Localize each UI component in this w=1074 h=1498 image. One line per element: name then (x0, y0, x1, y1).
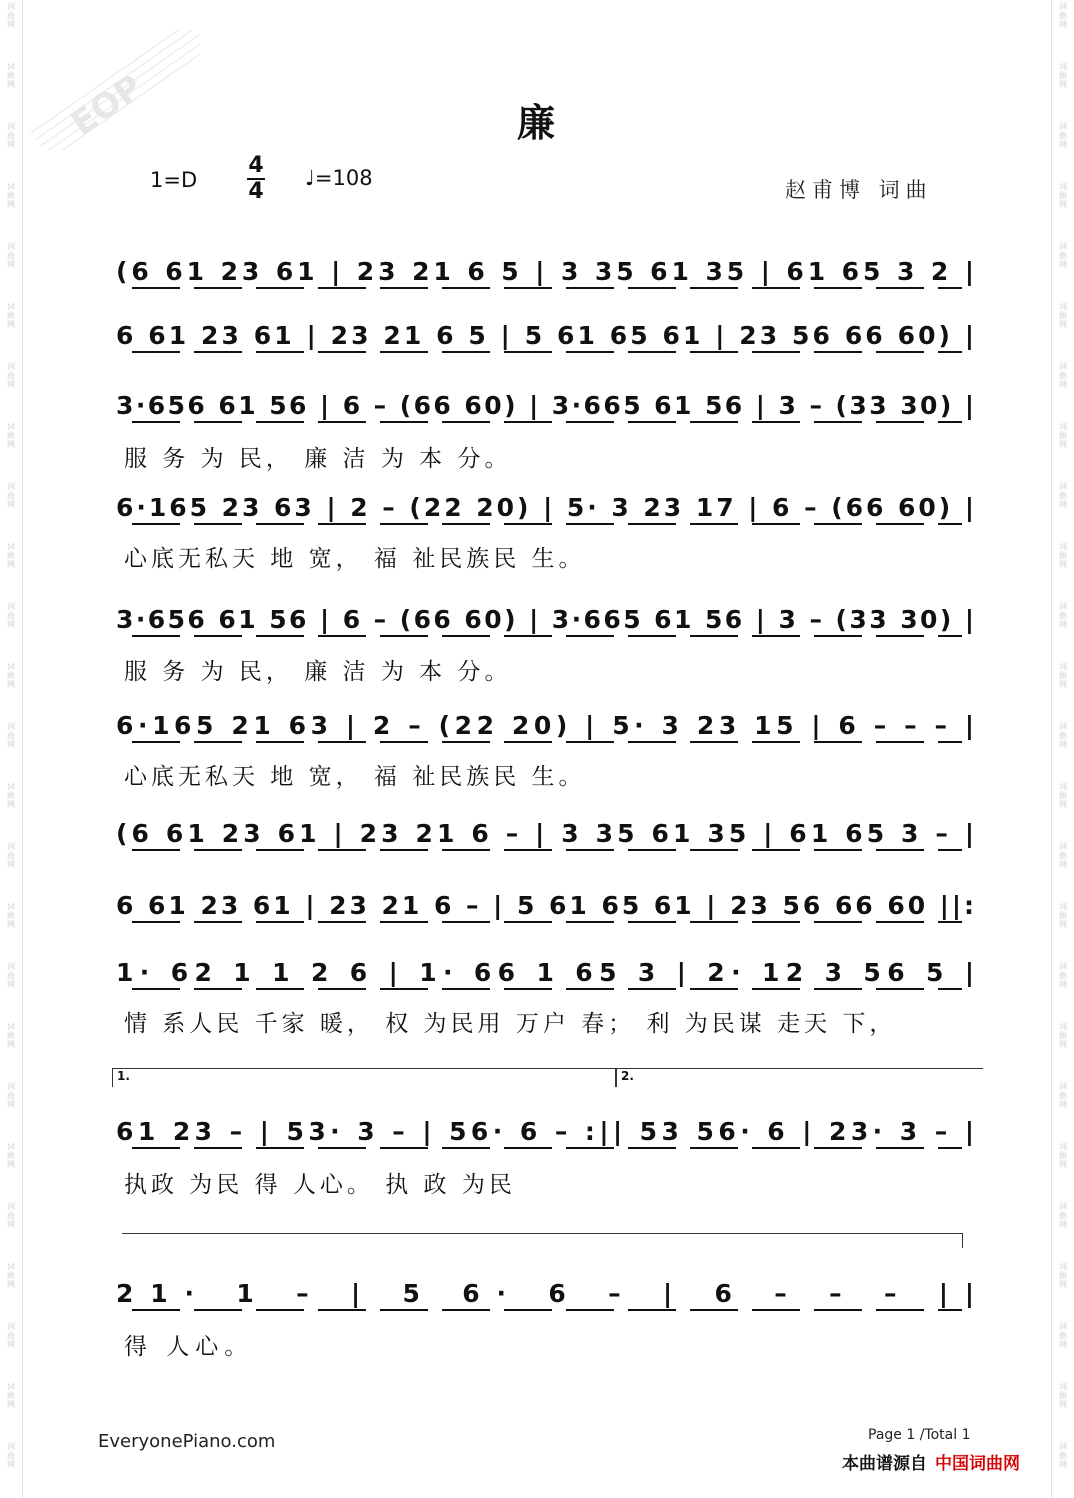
time-signature (245, 154, 267, 204)
lyric-line (124, 1166, 994, 1196)
footer-site: EveryonePiano.com (98, 1431, 276, 1452)
side-watermark-mark: 词 曲 网 (7, 1322, 15, 1349)
lyric-line (124, 440, 994, 470)
side-watermark-mark: 词 曲 网 (1059, 422, 1067, 449)
lyric-text: 心底无私天 地 宽， 福 祉民族民 生。 (124, 546, 586, 572)
notation-text: 61 23 – | 53· 3 – | 56· 6 – :|| 53 56· 6 | 23· 3 – | (116, 1117, 974, 1146)
side-watermark-mark: 词 曲 网 (7, 482, 15, 509)
system-bracket (122, 1233, 963, 1248)
side-watermark-mark: 词 曲 网 (7, 2, 15, 29)
lyric-line (124, 758, 994, 788)
notation-line (112, 1268, 982, 1310)
notation-text: 6 61 23 61 | 23 21 6 5 | 5 61 65 61 | 23 56 66 60) | (116, 321, 975, 350)
side-watermark-mark: 词 曲 网 (1059, 1442, 1067, 1469)
side-watermark-mark: 词 曲 网 (7, 242, 15, 269)
lyric-line (124, 653, 994, 683)
side-watermark-mark: 词 曲 网 (1059, 1202, 1067, 1229)
side-watermark-mark: 词 曲 网 (1059, 1142, 1067, 1169)
side-watermark-mark: 词 曲 网 (1059, 362, 1067, 389)
side-watermark-mark: 词 曲 网 (1059, 1262, 1067, 1289)
side-watermark-mark: 词 曲 网 (1059, 62, 1067, 89)
time-signature-bottom: 4 (248, 179, 264, 204)
lyric-line (124, 540, 994, 570)
lyric-text: 得 人心。 (124, 1334, 254, 1360)
notation-line (112, 700, 982, 742)
notation-text: (6 61 23 61 | 23 21 6 – | 3 35 61 35 | 61 65 3 – | (116, 819, 974, 848)
composer-credit: 赵甫博 词曲 (785, 178, 933, 202)
notation-line (112, 310, 982, 352)
side-watermark-mark: 词 曲 网 (7, 542, 15, 569)
lyric-text: 心底无私天 地 宽， 福 祉民族民 生。 (124, 764, 586, 790)
notation-line (112, 482, 982, 524)
left-margin-strip (0, 0, 23, 1498)
side-watermark-mark: 词 曲 网 (1059, 1382, 1067, 1409)
notation-text: 21· 1 – | 5 6· 6 – | 6 – – – || (116, 1279, 975, 1308)
side-watermark-mark: 词 曲 网 (7, 722, 15, 749)
side-watermark-mark: 词 曲 网 (7, 182, 15, 209)
side-watermark-mark: 词 曲 网 (1059, 782, 1067, 809)
footer-source (842, 1449, 1020, 1474)
tempo-mark: ♩=108 (305, 166, 373, 190)
side-watermark-mark: 词 曲 网 (7, 302, 15, 329)
notation-line (112, 808, 982, 850)
footer-page-number: Page 1 /Total 1 (868, 1427, 971, 1443)
notation-text: 6·165 23 63 | 2 – (22 20) | 5· 3 23 17 | 6 – (66 60) | (116, 493, 974, 522)
page-title: 廉 (516, 101, 557, 145)
side-watermark-mark: 词 曲 网 (1059, 842, 1067, 869)
volta-second: 2. (616, 1068, 983, 1087)
side-watermark-mark: 词 曲 网 (1059, 542, 1067, 569)
side-watermark-mark: 词 曲 网 (1059, 902, 1067, 929)
side-watermark-mark: 词 曲 网 (1059, 182, 1067, 209)
side-watermark-mark: 词 曲 网 (1059, 662, 1067, 689)
side-watermark-mark: 词 曲 网 (7, 122, 15, 149)
side-watermark-mark: 词 曲 网 (1059, 242, 1067, 269)
notation-line (112, 594, 982, 636)
side-watermark-mark: 词 曲 网 (7, 362, 15, 389)
side-watermark-mark: 词 曲 网 (7, 1382, 15, 1409)
side-watermark-mark: 词 曲 网 (7, 1202, 15, 1229)
lyric-line (124, 1005, 994, 1035)
side-watermark-mark: 词 曲 网 (7, 1262, 15, 1289)
notation-line (112, 1106, 982, 1148)
footer-source-label: 本曲谱源自 (842, 1454, 927, 1474)
notation-text: 3·656 61 56 | 6 – (66 60) | 3·665 61 56 | 3 – (33 30) | (116, 391, 974, 420)
lyric-line (124, 1328, 994, 1358)
side-watermark-mark: 词 曲 网 (7, 1142, 15, 1169)
notation-line (112, 246, 982, 288)
side-watermark-mark: 词 曲 网 (1059, 1022, 1067, 1049)
side-watermark-mark: 词 曲 网 (7, 62, 15, 89)
notation-text: 6 61 23 61 | 23 21 6 – | 5 61 65 61 | 23 56 66 60 ||: (116, 891, 974, 920)
side-watermark-mark: 词 曲 网 (7, 782, 15, 809)
side-watermark-mark: 词 曲 网 (7, 662, 15, 689)
notation-line (112, 880, 982, 922)
side-watermark-mark: 词 曲 网 (1059, 482, 1067, 509)
side-watermark-mark: 词 曲 网 (7, 1442, 15, 1469)
side-watermark-mark: 词 曲 网 (7, 842, 15, 869)
lyric-text: 服 务 为 民， 廉 洁 为 本 分。 (124, 659, 512, 685)
notation-text: 6·165 21 63 | 2 – (22 20) | 5· 3 23 15 | 6 – – – | (116, 711, 975, 740)
lyric-text: 情 系人民 千家 暖， 权 为民用 万户 春； 利 为民谋 走天 下， (124, 1011, 897, 1037)
right-margin-strip (1051, 0, 1074, 1498)
lyric-text: 执政 为民 得 人心。 执 政 为民 (124, 1172, 516, 1198)
time-signature-top: 4 (248, 153, 264, 178)
volta-brackets (112, 1068, 978, 1088)
side-watermark-mark: 词 曲 网 (1059, 602, 1067, 629)
side-watermark-mark: 词 曲 网 (1059, 122, 1067, 149)
side-watermark-mark: 词 曲 网 (7, 1082, 15, 1109)
volta-first: 1. (112, 1068, 616, 1087)
side-watermark-mark: 词 曲 网 (7, 962, 15, 989)
footer-brand: 中国词曲网 (935, 1454, 1020, 1474)
side-watermark-mark: 词 曲 网 (1059, 1322, 1067, 1349)
watermark-text: EOP (63, 67, 150, 145)
side-watermark-mark: 词 曲 网 (7, 422, 15, 449)
notation-text: 3·656 61 56 | 6 – (66 60) | 3·665 61 56 | 3 – (33 30) | (116, 605, 974, 634)
side-watermark-mark: 词 曲 网 (1059, 1082, 1067, 1109)
notation-text: 1· 62 1 1 2 6 | 1· 66 1 65 3 | 2· 12 3 56 5 | (116, 958, 974, 987)
notation-line (112, 380, 982, 422)
side-watermark-mark: 词 曲 网 (7, 902, 15, 929)
side-watermark-mark: 词 曲 网 (7, 1022, 15, 1049)
side-watermark-mark: 词 曲 网 (1059, 2, 1067, 29)
notation-line (112, 947, 982, 989)
side-watermark-mark: 词 曲 网 (1059, 302, 1067, 329)
key-signature: 1=D (150, 168, 198, 192)
notation-text: (6 61 23 61 | 23 21 6 5 | 3 35 61 35 | 61 65 3 2 | (116, 257, 975, 286)
lyric-text: 服 务 为 民， 廉 洁 为 本 分。 (124, 446, 512, 472)
side-watermark-mark: 词 曲 网 (1059, 962, 1067, 989)
side-watermark-mark: 词 曲 网 (7, 602, 15, 629)
side-watermark-mark: 词 曲 网 (1059, 722, 1067, 749)
